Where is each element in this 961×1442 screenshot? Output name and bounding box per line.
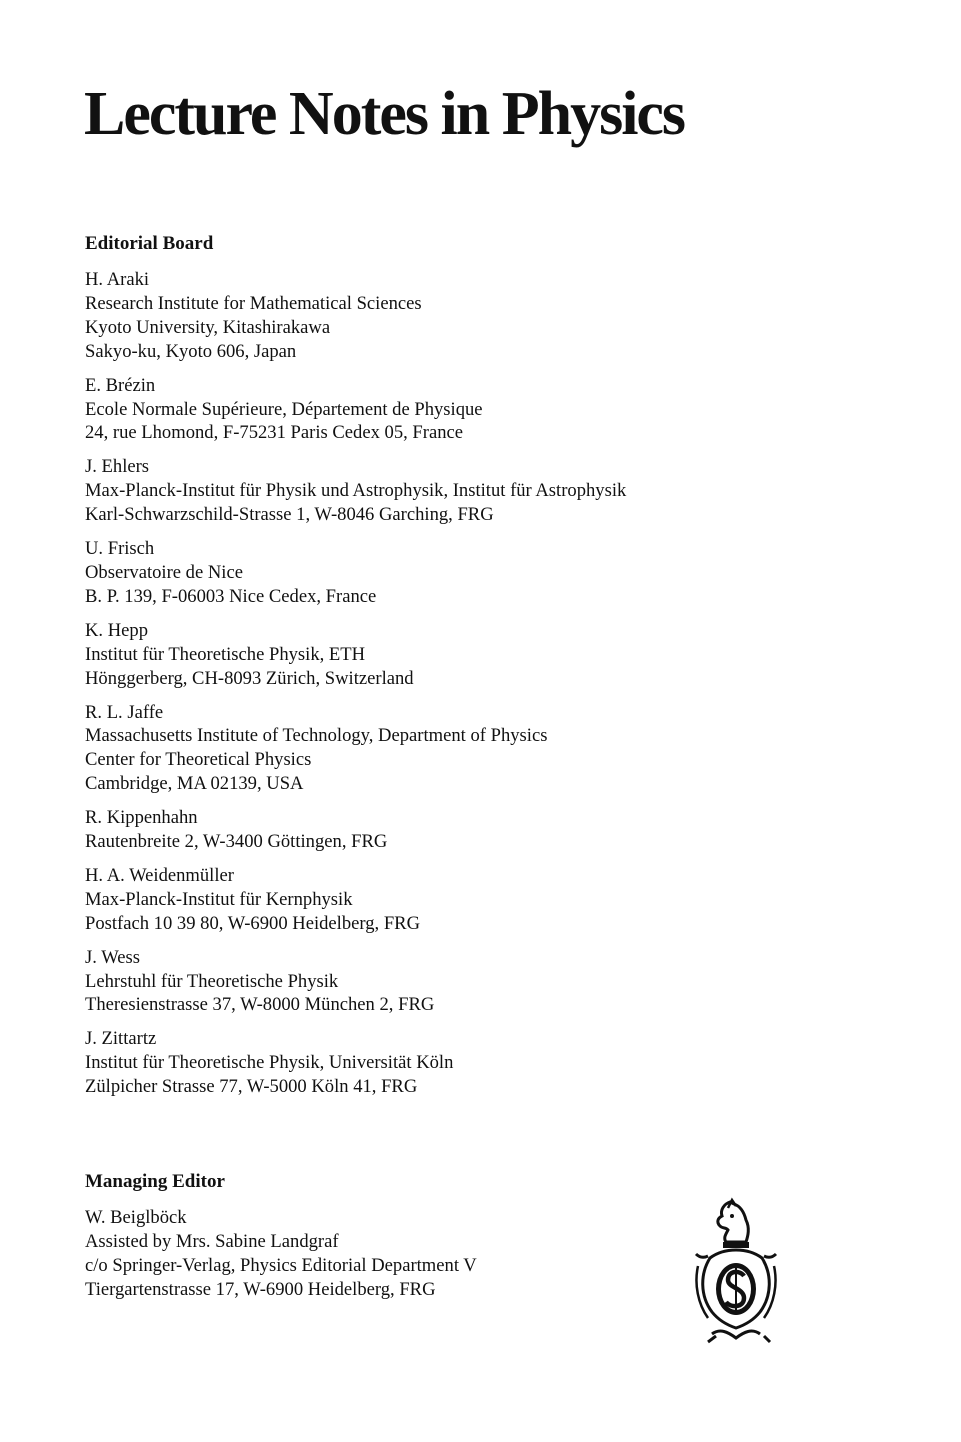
board-member-affiliation-line: Ecole Normale Supérieure, Département de Physique bbox=[85, 398, 483, 420]
board-member-name: J. Ehlers bbox=[85, 456, 150, 478]
springer-knight-logo-icon bbox=[690, 1196, 782, 1348]
board-member-affiliation-line: Zülpicher Strasse 77, W-5000 Köln 41, FRG bbox=[85, 1076, 418, 1098]
board-member-affiliation-line: Institut für Theoretische Physik, Universität Köln bbox=[85, 1052, 454, 1074]
board-member-affiliation-line: Cambridge, MA 02139, USA bbox=[85, 773, 304, 795]
board-member-affiliation-line: Theresienstrasse 37, W-8000 München 2, FRG bbox=[85, 994, 435, 1016]
board-member-affiliation-line: Rautenbreite 2, W-3400 Göttingen, FRG bbox=[85, 831, 388, 853]
board-member-name: H. Araki bbox=[85, 269, 150, 290]
board-member-entry bbox=[85, 455, 626, 527]
series-title: Lecture Notes in Physics bbox=[84, 80, 685, 148]
board-member-entry bbox=[85, 864, 626, 936]
board-member-affiliation-line: Max-Planck-Institut für Physik und Astrophysik, Institut für Astrophysik bbox=[85, 480, 627, 502]
board-member-affiliation-line: Research Institute for Mathematical Sciences bbox=[85, 292, 422, 314]
editorial-board-list bbox=[85, 268, 626, 1099]
board-member-name: U. Frisch bbox=[85, 538, 155, 560]
board-member-affiliation-line: Lehrstuhl für Theoretische Physik bbox=[85, 970, 339, 992]
board-member-affiliation-line: Sakyo-ku, Kyoto 606, Japan bbox=[85, 340, 297, 362]
board-member-affiliation-line: Karl-Schwarzschild-Strasse 1, W-8046 Garching, FRG bbox=[85, 504, 494, 526]
board-member-affiliation-line: Massachusetts Institute of Technology, Department of Physics bbox=[85, 725, 548, 747]
managing-editor-line: c/o Springer-Verlag, Physics Editorial Department V bbox=[85, 1254, 477, 1276]
board-member-entry bbox=[85, 1027, 626, 1099]
board-member-affiliation-line: Institut für Theoretische Physik, ETH bbox=[85, 643, 366, 665]
managing-editor-name: W. Beiglböck bbox=[85, 1207, 187, 1228]
editorial-board-heading: Editorial Board bbox=[85, 233, 214, 254]
board-member-affiliation-line: Postfach 10 39 80, W-6900 Heidelberg, FRG bbox=[85, 912, 421, 934]
board-member-name: K. Hepp bbox=[85, 619, 148, 641]
board-member-name: R. Kippenhahn bbox=[85, 807, 198, 829]
board-member-name: E. Brézin bbox=[85, 374, 156, 396]
board-member-name: J. Wess bbox=[85, 946, 140, 968]
board-member-name: R. L. Jaffe bbox=[85, 701, 164, 723]
board-member-affiliation-line: Observatoire de Nice bbox=[85, 561, 243, 583]
board-member-affiliation-line: Hönggerberg, CH-8093 Zürich, Switzerland bbox=[85, 667, 414, 689]
board-member-affiliation-line: Kyoto University, Kitashirakawa bbox=[85, 316, 331, 338]
managing-editor-line: Assisted by Mrs. Sabine Landgraf bbox=[85, 1230, 339, 1252]
board-member-entry bbox=[85, 619, 626, 691]
board-member-affiliation-line: Max-Planck-Institut für Kernphysik bbox=[85, 888, 353, 910]
managing-editor-line: Tiergartenstrasse 17, W-6900 Heidelberg, FRG bbox=[85, 1278, 436, 1300]
board-member-entry bbox=[85, 374, 626, 446]
board-member-entry bbox=[85, 946, 626, 1018]
managing-editor-entry bbox=[85, 1206, 477, 1302]
editorial-board-section bbox=[85, 232, 626, 1109]
board-member-entry bbox=[85, 701, 626, 797]
board-member-entry bbox=[85, 806, 626, 854]
board-member-affiliation-line: 24, rue Lhomond, F-75231 Paris Cedex 05, France bbox=[85, 422, 464, 444]
board-member-name: H. A. Weidenmüller bbox=[85, 864, 234, 886]
managing-editor-section bbox=[85, 1170, 477, 1312]
board-member-entry bbox=[85, 537, 626, 609]
board-member-affiliation-line: Center for Theoretical Physics bbox=[85, 749, 312, 771]
managing-editor-heading: Managing Editor bbox=[85, 1171, 225, 1192]
board-member-name: J. Zittartz bbox=[85, 1028, 157, 1050]
board-member-affiliation-line: B. P. 139, F-06003 Nice Cedex, France bbox=[85, 585, 377, 607]
board-member-entry bbox=[85, 268, 626, 364]
